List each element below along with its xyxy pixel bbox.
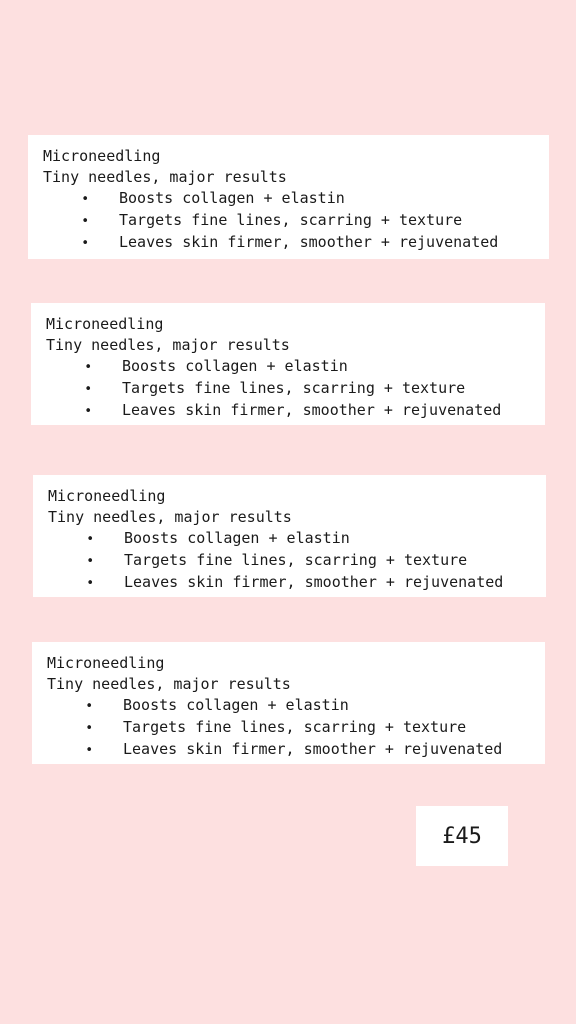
treatment-card xyxy=(32,642,545,764)
bullet-icon: • xyxy=(85,743,93,758)
benefit-item xyxy=(48,528,532,550)
benefit-list xyxy=(46,356,531,422)
benefit-text: Boosts collagen + elastin xyxy=(122,357,348,375)
bullet-icon: • xyxy=(84,382,92,397)
benefit-list xyxy=(47,695,531,761)
benefit-text: Targets fine lines, scarring + texture xyxy=(122,379,466,397)
bullet-icon: • xyxy=(85,721,93,736)
benefit-text: Boosts collagen + elastin xyxy=(119,189,345,207)
benefit-text: Boosts collagen + elastin xyxy=(124,529,350,547)
card-title: Microneedling xyxy=(43,147,161,165)
benefit-text: Targets fine lines, scarring + texture xyxy=(119,211,463,229)
benefit-item xyxy=(43,210,535,232)
bullet-icon: • xyxy=(81,192,89,207)
benefit-item xyxy=(48,550,532,572)
treatment-card xyxy=(28,135,549,259)
card-subtitle: Tiny needles, major results xyxy=(47,675,291,693)
benefit-item xyxy=(47,717,531,739)
benefit-text: Leaves skin firmer, smoother + rejuvenated xyxy=(123,740,503,758)
benefit-item xyxy=(43,232,535,254)
benefit-item xyxy=(46,378,531,400)
price-label: £45 xyxy=(442,823,482,849)
card-title: Microneedling xyxy=(46,315,164,333)
bullet-icon: • xyxy=(86,532,94,547)
benefit-list xyxy=(43,188,535,254)
benefit-item xyxy=(48,572,532,594)
price-tag xyxy=(416,806,508,866)
card-subtitle: Tiny needles, major results xyxy=(46,336,290,354)
benefit-item xyxy=(47,739,531,761)
benefit-text: Targets fine lines, scarring + texture xyxy=(123,718,467,736)
treatment-card xyxy=(33,475,546,597)
benefit-text: Boosts collagen + elastin xyxy=(123,696,349,714)
card-title: Microneedling xyxy=(47,654,165,672)
card-subtitle: Tiny needles, major results xyxy=(48,508,292,526)
bullet-icon: • xyxy=(86,576,94,591)
benefit-item xyxy=(43,188,535,210)
bullet-icon: • xyxy=(81,236,89,251)
benefit-text: Targets fine lines, scarring + texture xyxy=(124,551,468,569)
benefit-text: Leaves skin firmer, smoother + rejuvenated xyxy=(119,233,499,251)
benefit-item xyxy=(46,400,531,422)
benefit-text: Leaves skin firmer, smoother + rejuvenated xyxy=(124,573,504,591)
bullet-icon: • xyxy=(81,214,89,229)
bullet-icon: • xyxy=(86,554,94,569)
card-subtitle: Tiny needles, major results xyxy=(43,168,287,186)
benefit-item xyxy=(46,356,531,378)
benefit-item xyxy=(47,695,531,717)
card-title: Microneedling xyxy=(48,487,166,505)
bullet-icon: • xyxy=(84,360,92,375)
bullet-icon: • xyxy=(84,404,92,419)
benefit-list xyxy=(48,528,532,594)
treatment-card xyxy=(31,303,545,425)
bullet-icon: • xyxy=(85,699,93,714)
benefit-text: Leaves skin firmer, smoother + rejuvenated xyxy=(122,401,502,419)
